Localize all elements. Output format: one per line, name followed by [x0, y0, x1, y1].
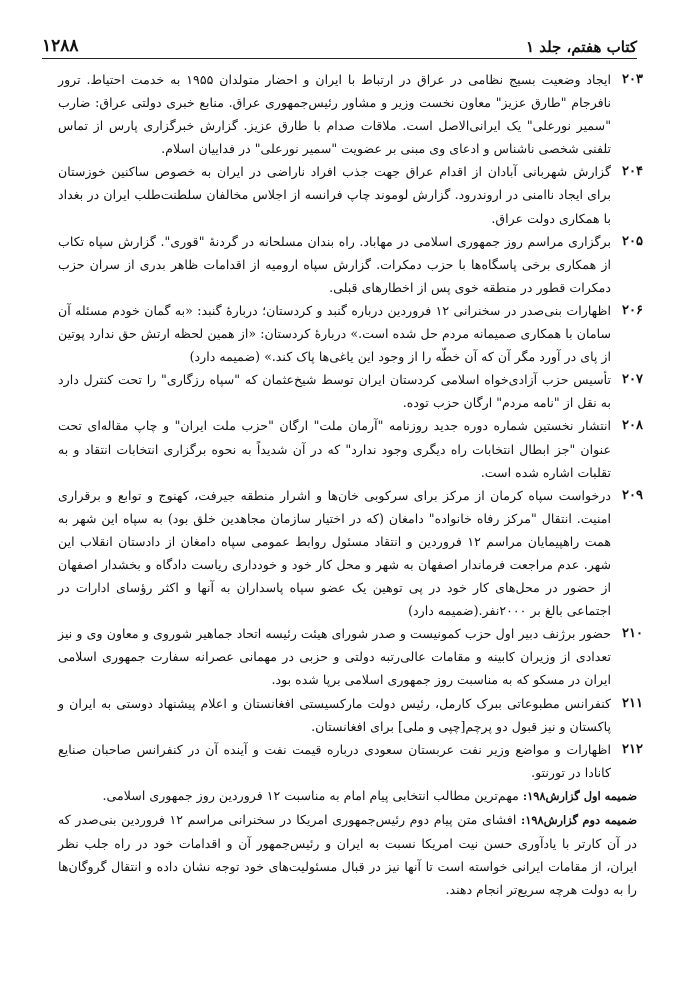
entry-item	[58, 230, 643, 299]
entry-text: اظهارات و مواضع وزیر نفت عربستان سعودی درباره قیمت نفت و آینده آن در کنفرانس صاحبان صنایع کانادا در تورنتو.	[58, 741, 611, 780]
entry-number: ۲۰۴	[622, 164, 643, 180]
supplement-label: ضمیمه دوم گزارش۱۹۸:	[521, 813, 637, 827]
entry-item	[58, 160, 643, 229]
entry-number: ۲۰۳	[622, 72, 643, 87]
page-header	[42, 30, 637, 59]
entry-item	[58, 622, 643, 691]
entry-item	[58, 692, 643, 738]
entry-number: ۲۱۰	[622, 626, 643, 642]
entry-item	[58, 68, 643, 160]
supplement-text: مهم‌ترین مطالب انتخابی پیام امام به مناسبت ۱۲ فروردین روز جمهوری اسلامی.	[102, 787, 523, 803]
entry-text: کنفرانس مطبوعاتی ببرک کارمل، رئیس دولت مارکسیستی افغانستان و اعلام پیشنهاد دوستی به ایران و پاکستان و نیز قبول دو پرچم[چپی و ملی] برای افغانستان.	[58, 695, 611, 734]
supplement-2	[58, 808, 637, 901]
entry-number: ۲۰۵	[622, 233, 643, 249]
supplement-1	[58, 784, 637, 808]
entry-item	[58, 414, 643, 483]
entry-text: برگزاری مراسم روز جمهوری اسلامی در مهاباد. راه بندان مسلحانه در گردنهٔ "قوری". گزارش سپاه تکاب از همکاری برخی پاسگاه‌ها با حزب دمکرات. گزارش سپاه ارومیه از اقدامات ظاهر بدری از سران حزب دمکرات قطور در منطقه خوی پس از اخطارهای قبلی.	[58, 233, 611, 295]
entry-text: گزارش شهربانی آبادان از اقدام عراق جهت جذب افراد ناراضی در ایران به خصوص ساکنین خوزستان برای ایجاد ناامنی در اروندرود. گزارش لوموند چاپ فرانسه از اجلاس مخالفان سلطنت‌طلب ایران در بغداد با همکاری دولت عراق.	[58, 164, 611, 226]
entry-text: حضور برژنف دبیر اول حزب کمونیست و صدر شورای هیئت رئیسه اتحاد جماهیر شوروی و معاون وی و نیز تعدادی از وزیران کابینه و مقامات عالی‌رتبه دولتی و حزبی در مهمانی عصرانه سفارت جمهوری اسلامی ایران در مسکو که به مناسبت روز جمهوری اسلامی برپا شده بود.	[58, 626, 611, 688]
entry-number: ۲۰۸	[622, 418, 643, 434]
entry-number: ۲۰۷	[622, 372, 643, 388]
entry-number: ۲۱۱	[622, 695, 643, 711]
entry-text: انتشار نخستین شماره دوره جدید روزنامه "آرمان ملت" ارگان "حزب ملت ایران" و چاپ مقاله‌ای تحت عنوان "جز ابطال انتخابات راه دیگری وجود ندارد" که در آن شدیداً به نحوه برگزاری انتخابات انتقاد و به تقلبات اشاره شده است.	[58, 418, 611, 480]
book-title: کتاب هفتم، جلد ۱	[525, 38, 637, 56]
page-number: ۱۲۸۸	[42, 36, 79, 56]
entry-item	[58, 738, 643, 784]
entry-number: ۲۰۶	[622, 302, 643, 318]
entry-item	[58, 368, 643, 414]
entry-text: درخواست سپاه کرمان از مرکز برای سرکوبی خان‌ها و اشرار منطقه جیرفت، کهنوج و توابع و برقراری امنیت. انتقال "مرکز رفاه خانواده" دامغان (که در اختیار سازمان مجاهدین خلق بود) به سپاه این شهر به همت راهپیمایان مراسم ۱۲ فروردین و انتقاد مسئول روابط عمومی سپاه دامغان از دادستان انقلاب این شهر. عدم مراجعت فرماندار اصفهان به شهر و محل کار خود و خودداری ریاست دادگاه و بخشدار اصفهان از حضور در محل‌های کار خود در پی توهین یک عضو سپاه پاسداران به آنها و اکثر رؤسای ادارات در اجتماعی بالغ بر ۲۰۰۰نفر.(ضمیمه دارد)	[58, 487, 611, 619]
entry-item	[58, 299, 643, 368]
entry-text: ایجاد وضعیت بسیج نظامی در عراق در ارتباط با ایران و احضار متولدان ۱۹۵۵ به خدمت احتیاط. ترور نافرجام "طارق عزیز" معاون نخست وزیر و مشاور رئیس‌جمهوری عراق. منابع خبری دولتی عراق: ضارب "سمیر نورعلی" یک ایرانی‌الاصل است. ملاقات صدام با طارق عزیز. گزارش خبرگزاری پارس از تماس تلفنی شخصی ناشناس و ادعای وی مبنی بر عضویت "سمیر نورعلی" در فداییان اسلام.	[58, 72, 611, 157]
entry-text: اظهارات بنی‌صدر در سخنرانی ۱۲ فروردین درباره گنبد و کردستان؛ دربارهٔ گنبد: «به گمان خودم مسئله آن سامان با همکاری صمیمانه مردم حل شده است.» دربارهٔ کردستان: «از همین لحظه ارتش حق ندارد پوتین از پای در آورد مگر آن که آن خطّه را از وجود این یاغی‌ها پاک کند.» (ضمیمه دارد)	[58, 302, 611, 365]
entry-number: ۲۱۲	[622, 741, 643, 757]
entry-text: تأسیس حزب آزادی‌خواه اسلامی کردستان ایران توسط شیخ‌عثمان که "سپاه رزگاری" را تحت کنترل دارد به نقل از "نامه مردم" ارگان حزب توده.	[58, 372, 611, 411]
entry-number: ۲۰۹	[622, 487, 643, 503]
supplement-label: ضمیمه اول گزارش۱۹۸:	[522, 788, 637, 803]
page-body	[58, 68, 643, 901]
entry-item	[58, 484, 643, 623]
supplement-text: افشای متن پیام دوم رئیس‌جمهوری امریکا در سخنرانی مراسم ۱۲ فروردین بنی‌صدر که در آن کارتر با یادآوری حسن نیت امریکا نسبت به ایران و رئیس‌جمهور آن و اقدامات خود در راه جلب نظر ایران، از مقامات ایرانی خواسته است تا آنها نیز در قبال مسئولیت‌های خود توجه نشان داده و انتقال گروگان‌ها را به دولت هرچه سریع‌تر انجام دهند.	[58, 812, 637, 898]
